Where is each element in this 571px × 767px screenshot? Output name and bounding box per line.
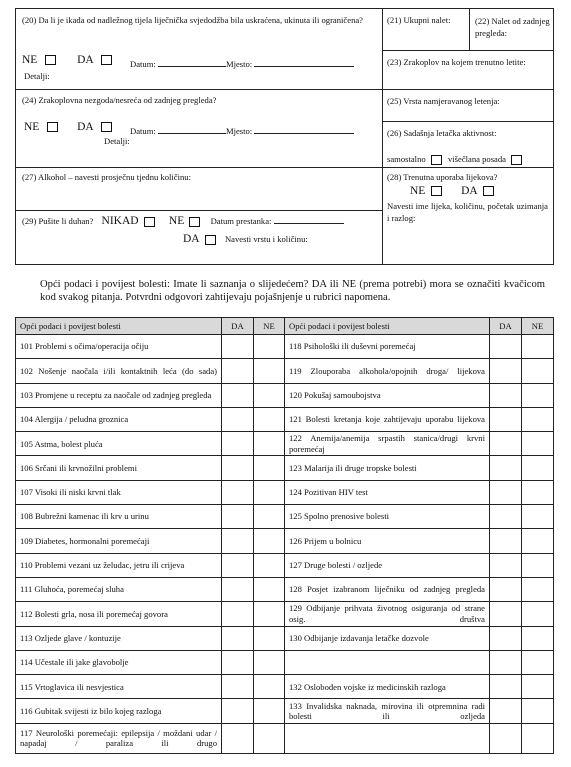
answer-ne-cell[interactable] xyxy=(254,359,285,383)
history-item-left: 101 Problemi s očima/operacija očiju xyxy=(16,335,222,359)
answer-ne-cell[interactable] xyxy=(522,699,554,723)
history-item-right: 124 Pozitivan HIV test xyxy=(285,480,490,504)
history-item-right: 123 Malarija ili druge tropske bolesti xyxy=(285,456,490,480)
history-item-right: 122 Anemija/anemija srpastih stanica/drugi krvni poremećaj xyxy=(285,432,490,456)
row-line xyxy=(15,167,554,168)
q20-datum-field[interactable] xyxy=(158,58,226,67)
q28-ne-checkbox[interactable] xyxy=(431,186,442,196)
answer-da-cell[interactable] xyxy=(222,529,254,553)
q29-ne-checkbox[interactable] xyxy=(189,217,200,227)
q24-ne-label: NE xyxy=(24,121,40,133)
table-row xyxy=(16,675,554,699)
header-ne: NE xyxy=(522,318,554,335)
answer-da-cell[interactable] xyxy=(222,505,254,529)
q28-da-checkbox[interactable] xyxy=(483,186,494,196)
answer-da-cell[interactable] xyxy=(490,505,522,529)
table-row xyxy=(16,335,554,359)
answer-da-cell[interactable] xyxy=(222,383,254,407)
answer-ne-cell[interactable] xyxy=(254,383,285,407)
history-item-right: 121 Bolesti kretanja koje zahtijevaju uporabu lijekova xyxy=(285,407,490,431)
answer-da-cell[interactable] xyxy=(222,675,254,699)
table-row xyxy=(16,553,554,577)
answer-da-cell[interactable] xyxy=(490,456,522,480)
table-row xyxy=(16,602,554,626)
q26-samostalno-label: samostalno xyxy=(387,154,426,164)
answer-ne-cell[interactable] xyxy=(522,626,554,650)
answer-ne-cell[interactable] xyxy=(522,383,554,407)
answer-ne-cell[interactable] xyxy=(254,553,285,577)
q24-da-checkbox[interactable] xyxy=(101,122,112,132)
q27-label: (27) Alkohol – navesti prosječnu tjednu količinu: xyxy=(22,172,191,182)
table-row xyxy=(16,407,554,431)
history-item-left: 109 Diabetes, hormonalni poremećaji xyxy=(16,529,222,553)
q26-visclana-label: višečlana posada xyxy=(447,154,506,164)
answer-ne-cell[interactable] xyxy=(522,675,554,699)
table-row xyxy=(16,577,554,601)
row-line xyxy=(15,210,382,211)
answer-ne-cell[interactable] xyxy=(254,723,285,753)
answer-ne-cell[interactable] xyxy=(254,456,285,480)
history-item-left: 107 Visoki ili niski krvni tlak xyxy=(16,480,222,504)
answer-ne-cell[interactable] xyxy=(522,553,554,577)
answer-da-cell[interactable] xyxy=(222,480,254,504)
history-item-right xyxy=(285,650,490,674)
row-line xyxy=(15,89,554,90)
top-form-divider xyxy=(382,8,383,265)
history-item-right: 120 Pokušaj samoubojstva xyxy=(285,383,490,407)
q20-da-label: DA xyxy=(77,54,94,66)
history-item-right: 132 Oslobođen vojske iz medicinskih razloga xyxy=(285,675,490,699)
history-item-left: 102 Nošenje naočala i/ili kontaktnih leća (do sada) xyxy=(16,359,222,383)
answer-da-cell[interactable] xyxy=(222,723,254,753)
history-item-left: 110 Problemi vezani uz želudac, jetru ili crijeva xyxy=(16,553,222,577)
answer-ne-cell[interactable] xyxy=(522,432,554,456)
answer-da-cell[interactable] xyxy=(490,553,522,577)
answer-da-cell[interactable] xyxy=(222,432,254,456)
history-item-right: 128 Posjet izabranom liječniku od zadnjeg pregleda xyxy=(285,577,490,601)
answer-ne-cell[interactable] xyxy=(522,335,554,359)
answer-da-cell[interactable] xyxy=(222,407,254,431)
table-row xyxy=(16,650,554,674)
header-left-title: Opći podaci i povijest bolesti xyxy=(16,318,222,335)
answer-ne-cell[interactable] xyxy=(254,529,285,553)
table-row xyxy=(16,383,554,407)
answer-da-cell[interactable] xyxy=(490,359,522,383)
answer-da-cell[interactable] xyxy=(222,335,254,359)
answer-ne-cell[interactable] xyxy=(254,407,285,431)
q24-da-label: DA xyxy=(77,121,94,133)
q20-label: (20) Da li je ikada od nadležnog tijela liječnička svjedodžba bila uskraćena, ukinuta ili ograničena? xyxy=(22,15,363,25)
answer-da-cell[interactable] xyxy=(222,650,254,674)
q21-label: (21) Ukupni nalet: xyxy=(387,15,451,25)
history-item-right: 119 Zlouporaba alkohola/opojnih droga/ lijekova xyxy=(285,359,490,383)
history-item-left: 113 Ozljede glave / kontuzije xyxy=(16,626,222,650)
q28-label: (28) Trenutna uporaba lijekova? xyxy=(387,172,498,182)
history-item-right: 130 Odbijanje izdavanja letačke dozvole xyxy=(285,626,490,650)
answer-da-cell[interactable] xyxy=(490,432,522,456)
history-item-right: 125 Spolno prenosive bolesti xyxy=(285,505,490,529)
answer-ne-cell[interactable] xyxy=(522,407,554,431)
q29-da-checkbox[interactable] xyxy=(205,235,216,245)
header-da: DA xyxy=(222,318,254,335)
answer-da-cell[interactable] xyxy=(490,407,522,431)
q20-mjesto-label: Mjesto: xyxy=(225,59,253,69)
q26-options xyxy=(387,154,522,165)
history-item-left: 114 Učestale ili jake glavobolje xyxy=(16,650,222,674)
q28-detail-label: Navesti ime lijeka, količinu, početak uzimanja i razlog: xyxy=(387,201,548,223)
q26-visclana-checkbox[interactable] xyxy=(511,155,522,165)
answer-da-cell[interactable] xyxy=(222,553,254,577)
header-da: DA xyxy=(490,318,522,335)
history-item-left: 108 Bubrežni kamenac ili krv u urinu xyxy=(16,505,222,529)
history-item-right: 127 Druge bolesti / ozljede xyxy=(285,553,490,577)
answer-ne-cell[interactable] xyxy=(522,723,554,753)
q24-mjesto-field[interactable] xyxy=(254,125,354,134)
answer-ne-cell[interactable] xyxy=(254,602,285,626)
history-item-right xyxy=(285,723,490,753)
q20-da-checkbox[interactable] xyxy=(101,55,112,65)
q26-samostalno-checkbox[interactable] xyxy=(431,155,442,165)
table-row xyxy=(16,359,554,383)
q22-label: (22) Nalet od zadnjeg pregleda: xyxy=(475,16,550,38)
q28-da-label: DA xyxy=(461,185,478,197)
answer-ne-cell[interactable] xyxy=(522,529,554,553)
history-item-left: 111 Gluhoća, poremećaj sluha xyxy=(16,577,222,601)
q20-options xyxy=(22,54,112,66)
q20-ne-label: NE xyxy=(22,54,38,66)
answer-da-cell[interactable] xyxy=(490,626,522,650)
table-row xyxy=(16,529,554,553)
answer-da-cell[interactable] xyxy=(222,577,254,601)
col-line xyxy=(469,8,470,50)
q24-datum-row xyxy=(130,125,354,136)
q24-options xyxy=(24,121,112,133)
row-line xyxy=(382,50,554,51)
answer-ne-cell[interactable] xyxy=(254,650,285,674)
answer-ne-cell[interactable] xyxy=(254,626,285,650)
history-item-left: 104 Alergija / peludna groznica xyxy=(16,407,222,431)
history-item-left: 112 Bolesti grla, nosa ili poremećaj govora xyxy=(16,602,222,626)
q28-options xyxy=(410,185,494,197)
answer-da-cell[interactable] xyxy=(490,650,522,674)
q20-datum-row xyxy=(130,58,354,69)
answer-ne-cell[interactable] xyxy=(522,577,554,601)
answer-da-cell[interactable] xyxy=(490,723,522,753)
answer-da-cell[interactable] xyxy=(490,577,522,601)
q29-ne-label: NE xyxy=(168,215,185,227)
q20-detalji-label: Detalji: xyxy=(24,71,50,81)
history-item-left: 116 Gubitak svijesti iz bilo kojeg razloga xyxy=(16,699,222,723)
answer-ne-cell[interactable] xyxy=(254,480,285,504)
q20-mjesto-field[interactable] xyxy=(254,58,354,67)
table-row xyxy=(16,480,554,504)
table-row xyxy=(16,456,554,480)
q24-datum-label: Datum: xyxy=(130,126,156,136)
answer-ne-cell[interactable] xyxy=(254,335,285,359)
q20-datum-label: Datum: xyxy=(130,59,156,69)
answer-da-cell[interactable] xyxy=(222,699,254,723)
table-header-row xyxy=(16,318,554,335)
answer-da-cell[interactable] xyxy=(490,335,522,359)
answer-ne-cell[interactable] xyxy=(254,432,285,456)
answer-da-cell[interactable] xyxy=(490,602,522,626)
history-item-right: 118 Psihološki ili duševni poremećaj xyxy=(285,335,490,359)
q28-ne-label: NE xyxy=(410,185,426,197)
history-item-right: 126 Prijem u bolnicu xyxy=(285,529,490,553)
answer-ne-cell[interactable] xyxy=(522,456,554,480)
answer-da-cell[interactable] xyxy=(222,456,254,480)
header-ne: NE xyxy=(254,318,285,335)
history-item-left: 105 Astma, bolest pluća xyxy=(16,432,222,456)
q29-da-label: DA xyxy=(183,233,200,245)
history-item-left: 103 Promjene u receptu za naočale od zadnjeg pregleda xyxy=(16,383,222,407)
table-row xyxy=(16,626,554,650)
q25-label: (25) Vrsta namjeravanog letenja: xyxy=(387,96,500,106)
table-row xyxy=(16,723,554,753)
history-item-left: 106 Srčani ili krvnožilni problemi xyxy=(16,456,222,480)
answer-ne-cell[interactable] xyxy=(254,699,285,723)
answer-ne-cell[interactable] xyxy=(254,675,285,699)
q20-ne-checkbox[interactable] xyxy=(45,55,56,65)
q23-label: (23) Zrakoplov na kojem trenutno letite: xyxy=(387,57,526,67)
history-item-left: 117 Neurološki poremećaji: epilepsija / moždani udar / napadaj / paraliza ili drugo xyxy=(16,723,222,753)
answer-da-cell[interactable] xyxy=(490,480,522,504)
row-line xyxy=(382,121,554,122)
q24-mjesto-label: Mjesto: xyxy=(225,126,253,136)
intro-paragraph: Opći podaci i povijest bolesti: Imate li saznanja o slijedećem? DA ili NE (prema potrebi) mora se označiti kvačicom kod svakog pitanja. Potvrdni odgovori zahtijevaju pojašnjenje u rubrici napomena. xyxy=(40,279,545,303)
answer-da-cell[interactable] xyxy=(222,359,254,383)
q29-vrsta-label: Navesti vrstu i količinu: xyxy=(224,234,308,244)
answer-ne-cell[interactable] xyxy=(522,505,554,529)
answer-ne-cell[interactable] xyxy=(522,359,554,383)
q26-label: (26) Sadašnja letačka aktivnost: xyxy=(387,128,497,138)
answer-ne-cell[interactable] xyxy=(254,577,285,601)
q24-datum-field[interactable] xyxy=(158,125,226,134)
q29-datum-label: Datum prestanka: xyxy=(210,216,272,226)
q29-label: (29) Pušite li duhan? xyxy=(22,216,94,226)
answer-da-cell[interactable] xyxy=(490,529,522,553)
answer-ne-cell[interactable] xyxy=(522,602,554,626)
history-item-right: 129 Odbijanje prihvata životnog osiguranja od strane osig. društva xyxy=(285,602,490,626)
answer-da-cell[interactable] xyxy=(222,602,254,626)
history-item-right: 133 Invalidska naknada, mirovina ili otpremnina radi bolesti ili ozljeda xyxy=(285,699,490,723)
q29-datum-field[interactable] xyxy=(274,215,344,224)
medical-history-table xyxy=(15,317,554,754)
answer-da-cell[interactable] xyxy=(490,675,522,699)
answer-ne-cell[interactable] xyxy=(254,505,285,529)
q29-row2 xyxy=(183,232,308,246)
table-row xyxy=(16,432,554,456)
q29-row1 xyxy=(22,214,344,228)
q24-label: (24) Zrakoplovna nezgoda/nesreća od zadnjeg pregleda? xyxy=(22,95,217,105)
answer-da-cell[interactable] xyxy=(490,699,522,723)
q29-nikad-label: NIKAD xyxy=(101,215,139,227)
header-right-title: Opći podaci i povijest bolesti xyxy=(285,318,490,335)
q24-ne-checkbox[interactable] xyxy=(47,122,58,132)
q24-detalji-label: Detalji: xyxy=(104,136,130,146)
answer-ne-cell[interactable] xyxy=(522,650,554,674)
history-item-left: 115 Vrtoglavica ili nesvjestica xyxy=(16,675,222,699)
answer-da-cell[interactable] xyxy=(222,626,254,650)
table-row xyxy=(16,699,554,723)
table-row xyxy=(16,505,554,529)
answer-ne-cell[interactable] xyxy=(522,480,554,504)
answer-da-cell[interactable] xyxy=(490,383,522,407)
q29-nikad-checkbox[interactable] xyxy=(144,217,155,227)
